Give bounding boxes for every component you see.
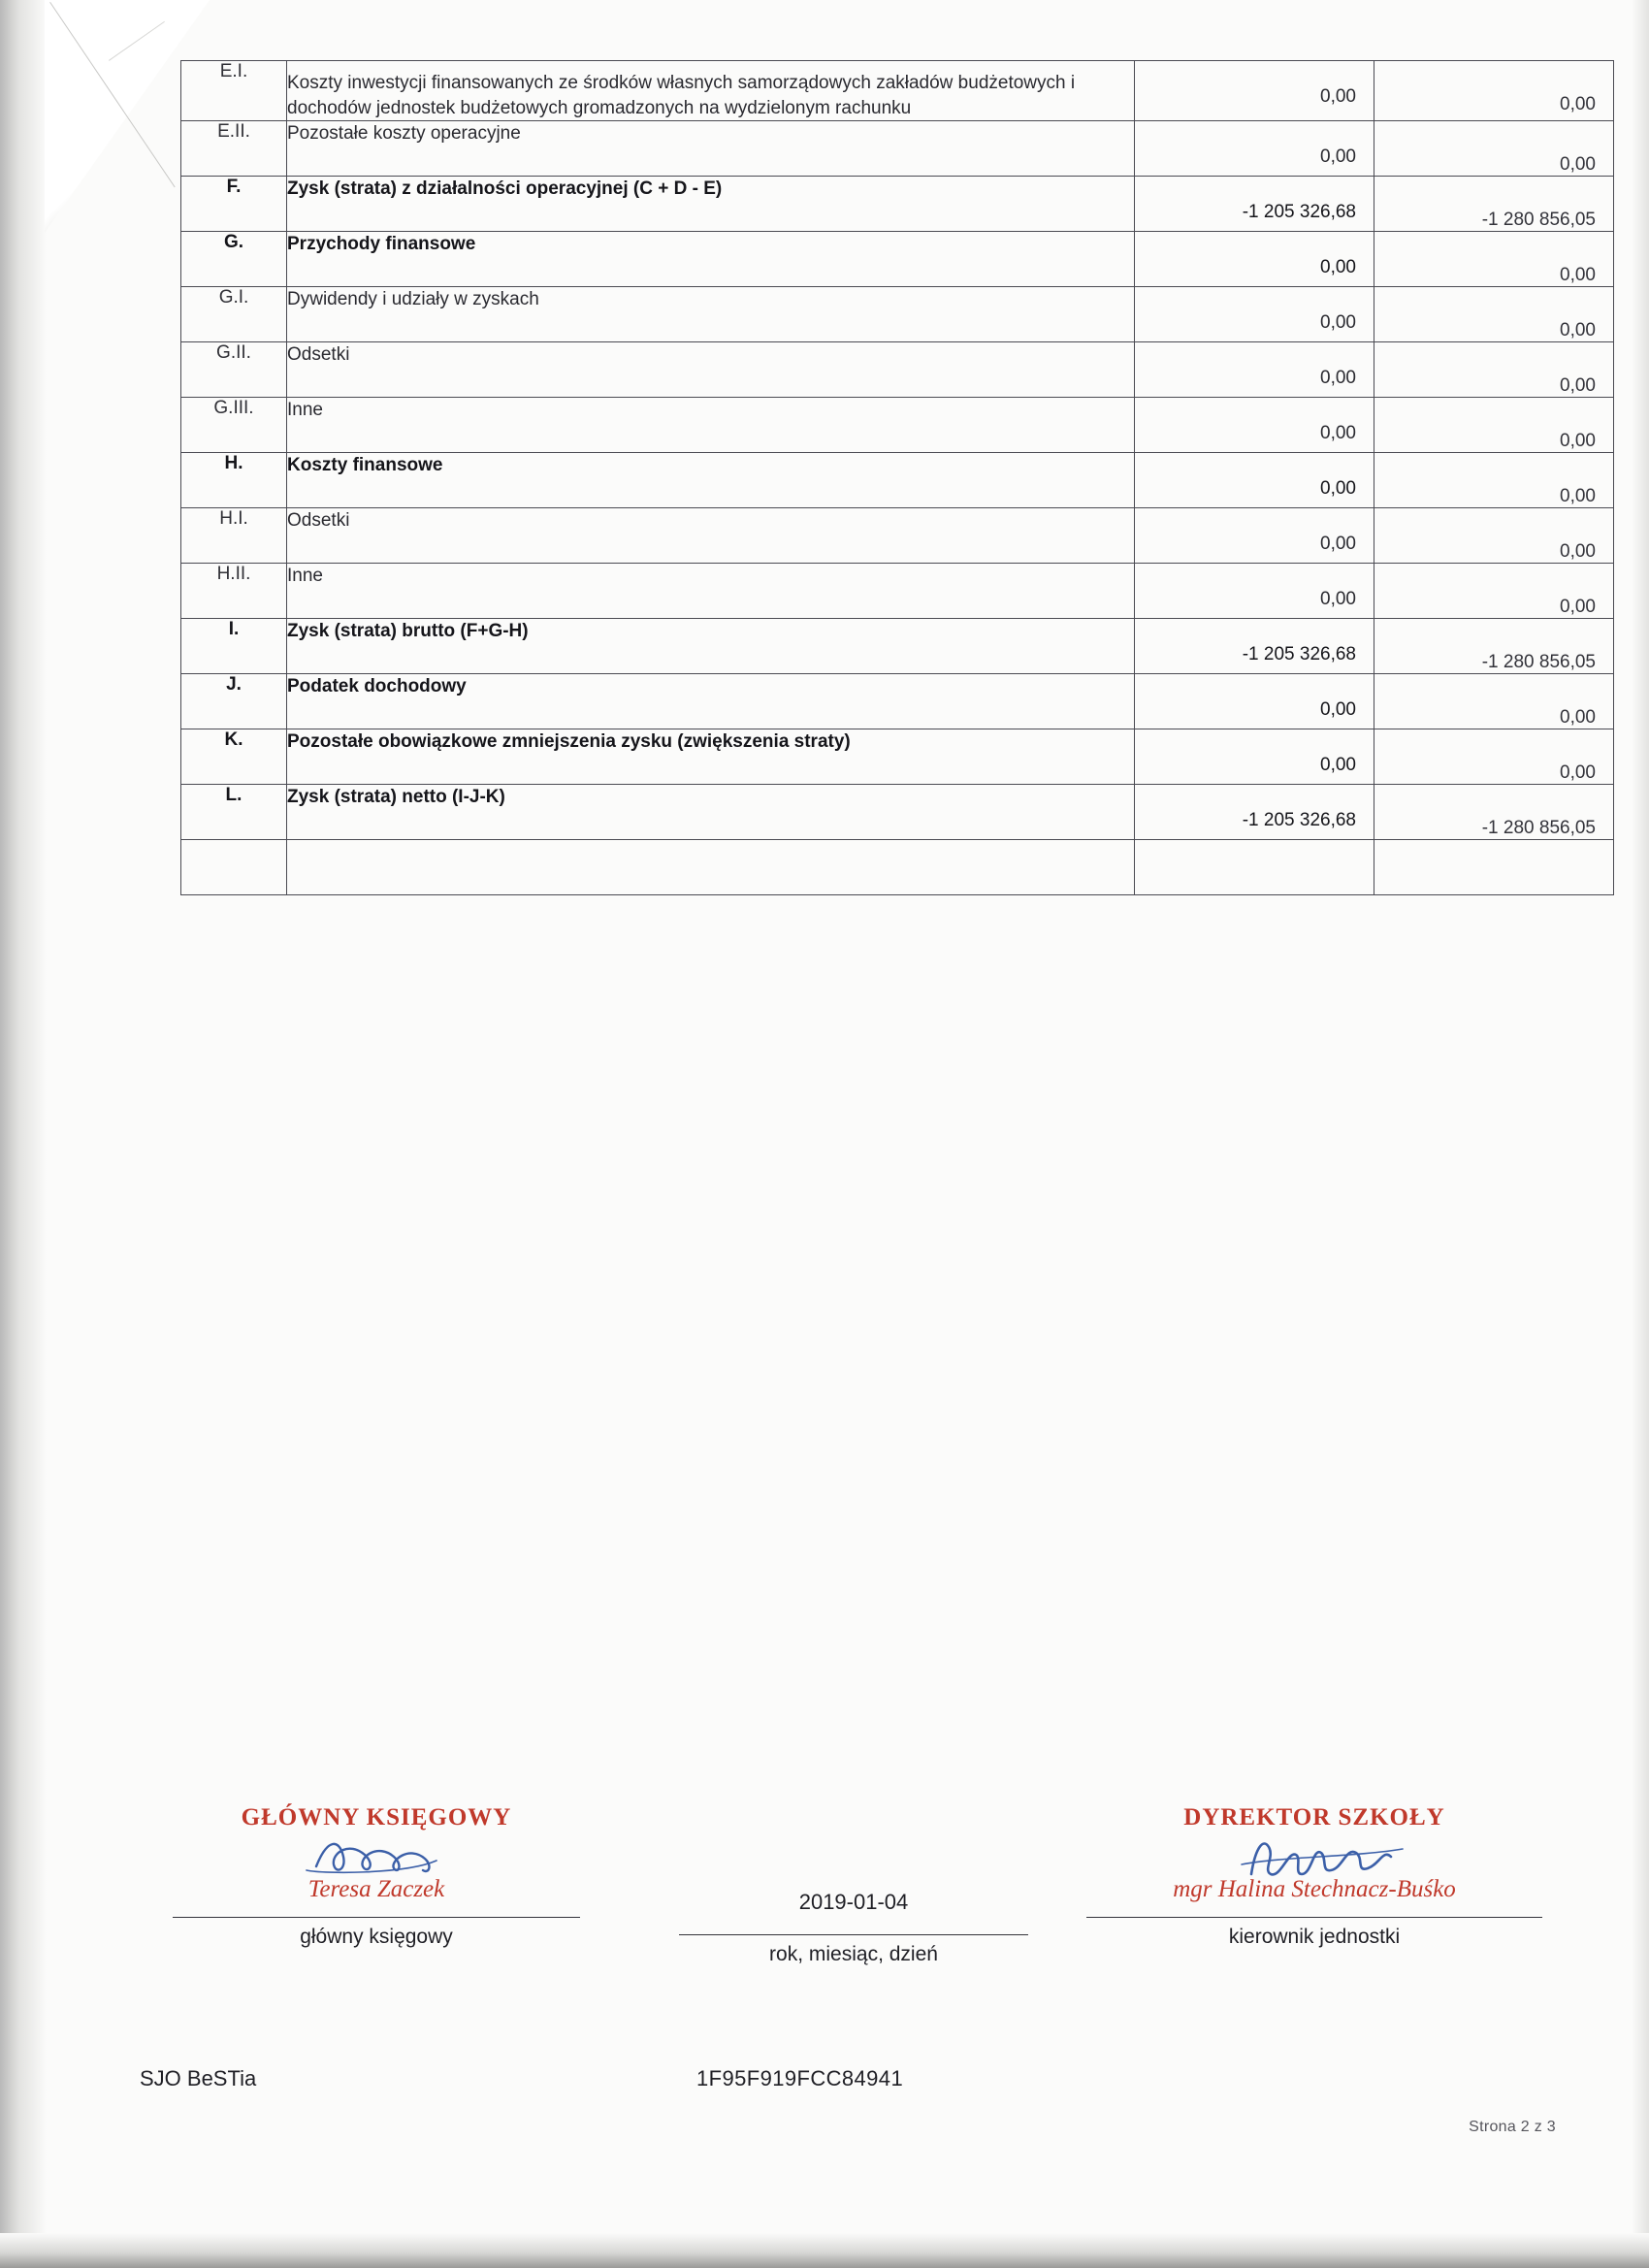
row-description: Dywidendy i udziały w zyskach [287,287,1135,342]
row-value-current-period [1135,342,1374,398]
value-text: 0,00 [1320,534,1356,555]
row-value-current-period [1135,840,1374,895]
date-value: 2019-01-04 [798,1890,909,1914]
value-text: 0,00 [1560,707,1596,729]
row-value-current-period [1135,232,1374,287]
row-value-previous-period [1374,177,1614,232]
row-description: Odsetki [287,342,1135,398]
scan-bottom-edge-shadow [0,2233,1649,2268]
row-description: Zysk (strata) netto (I-J-K) [287,785,1135,840]
row-value-current-period [1135,398,1374,453]
value-text: -1 205 326,68 [1242,644,1356,665]
value-text: 0,00 [1560,154,1596,176]
value-text: 0,00 [1320,146,1356,168]
row-symbol: F. [181,177,287,232]
row-value-current-period [1135,619,1374,674]
value-text: 0,00 [1560,541,1596,563]
table-row [181,342,1614,398]
row-symbol: J. [181,674,287,729]
row-value-current-period [1135,729,1374,785]
row-symbol: I. [181,619,287,674]
row-symbol: E.II. [181,121,287,177]
value-text: 0,00 [1320,755,1356,776]
table-row [181,564,1614,619]
row-value-current-period [1135,287,1374,342]
row-value-current-period [1135,453,1374,508]
value-text: 0,00 [1320,423,1356,444]
table-row [181,61,1614,121]
accountant-caption: główny księgowy [300,1926,453,1948]
row-description: Pozostałe koszty operacyjne [287,121,1135,177]
row-description: Odsetki [287,508,1135,564]
row-value-previous-period [1374,564,1614,619]
row-description: Koszty inwestycji finansowanych ze środków własnych samorządowych zakładów budżetowych i dochodów jednostek budżetowych gromadzonych na wydzielonym rachunku [287,61,1135,121]
row-value-previous-period [1374,729,1614,785]
row-symbol: H.II. [181,564,287,619]
value-text: 0,00 [1560,94,1596,114]
value-text: 0,00 [1560,320,1596,341]
row-value-current-period [1135,177,1374,232]
accountant-handwritten-signature [173,1837,580,1882]
row-value-previous-period [1374,61,1614,121]
row-value-previous-period [1374,342,1614,398]
row-value-current-period [1135,674,1374,729]
row-symbol: G.I. [181,287,287,342]
value-text: 0,00 [1320,257,1356,278]
table-row [181,508,1614,564]
row-value-previous-period [1374,398,1614,453]
footer-system-name: SJO BeSTia [140,2066,257,2090]
row-description: Przychody finansowe [287,232,1135,287]
row-description: Zysk (strata) z działalności operacyjnej (C + D - E) [287,177,1135,232]
row-value-previous-period [1374,121,1614,177]
date-rule [679,1934,1028,1935]
value-text: -1 280 856,05 [1481,210,1596,231]
value-text: 0,00 [1560,265,1596,286]
row-symbol: G.III. [181,398,287,453]
value-text: 0,00 [1560,375,1596,397]
row-description [287,840,1135,895]
table-row [181,619,1614,674]
value-text: 0,00 [1560,431,1596,452]
table-row [181,840,1614,895]
row-value-current-period [1135,508,1374,564]
row-value-current-period [1135,785,1374,840]
value-text: 0,00 [1560,486,1596,507]
row-symbol: L. [181,785,287,840]
table-row [181,121,1614,177]
value-text: 0,00 [1320,86,1356,107]
row-description: Koszty finansowe [287,453,1135,508]
value-text: 0,00 [1320,368,1356,389]
row-description: Zysk (strata) brutto (F+G-H) [287,619,1135,674]
row-description: Podatek dochodowy [287,674,1135,729]
director-caption: kierownik jednostki [1228,1926,1401,1948]
value-text: 0,00 [1320,478,1356,500]
value-text: -1 205 326,68 [1242,202,1356,223]
row-description: Inne [287,398,1135,453]
accountant-heading: GŁÓWNY KSIĘGOWY [241,1804,512,1831]
row-value-previous-period [1374,619,1614,674]
director-heading: DYREKTOR SZKOŁY [1183,1804,1445,1831]
row-description: Pozostałe obowiązkowe zmniejszenia zysku (zwiększenia straty) [287,729,1135,785]
value-text: 0,00 [1560,762,1596,784]
financial-statement-table [180,60,1614,895]
value-text: 0,00 [1320,589,1356,610]
row-value-previous-period [1374,674,1614,729]
footer-document-hash: 1F95F919FCC84941 [696,2066,904,2090]
table-row [181,674,1614,729]
table-row [181,287,1614,342]
row-value-current-period [1135,121,1374,177]
footer-page-number: Strona 2 z 3 [1469,2119,1556,2135]
row-symbol: E.I. [181,61,287,121]
value-text: -1 205 326,68 [1242,810,1356,831]
accountant-name: Teresa Zaczek [307,1876,445,1902]
value-text: 0,00 [1560,597,1596,618]
row-symbol: H. [181,453,287,508]
value-text: -1 280 856,05 [1481,652,1596,673]
value-text: 0,00 [1320,312,1356,334]
row-value-current-period [1135,564,1374,619]
row-value-current-period [1135,61,1374,121]
director-name: mgr Halina Stechnacz-Buśko [1173,1876,1456,1902]
value-text: -1 280 856,05 [1481,818,1596,839]
row-value-previous-period [1374,453,1614,508]
row-value-previous-period [1374,508,1614,564]
table-row [181,729,1614,785]
value-text [1135,840,1374,865]
date-block [679,1804,1028,1966]
table-row [181,232,1614,287]
director-signature-rule [1086,1917,1542,1918]
table-row [181,177,1614,232]
value-text [1374,840,1613,873]
row-value-previous-period [1374,232,1614,287]
accountant-signature-rule [173,1917,580,1918]
row-value-previous-period [1374,785,1614,840]
row-symbol: H.I. [181,508,287,564]
director-handwritten-signature [1086,1837,1542,1882]
row-description: Inne [287,564,1135,619]
date-caption: rok, miesiąc, dzień [769,1943,938,1965]
table-row [181,398,1614,453]
row-value-previous-period [1374,840,1614,895]
financial-statement-table-wrapper [180,60,1614,895]
row-symbol: G.II. [181,342,287,398]
table-row [181,453,1614,508]
row-symbol: G. [181,232,287,287]
row-symbol [181,840,287,895]
row-symbol: K. [181,729,287,785]
accountant-signature-block [173,1804,580,1949]
value-text: 0,00 [1320,699,1356,721]
table-row [181,785,1614,840]
director-signature-block [1086,1804,1542,1949]
row-value-previous-period [1374,287,1614,342]
